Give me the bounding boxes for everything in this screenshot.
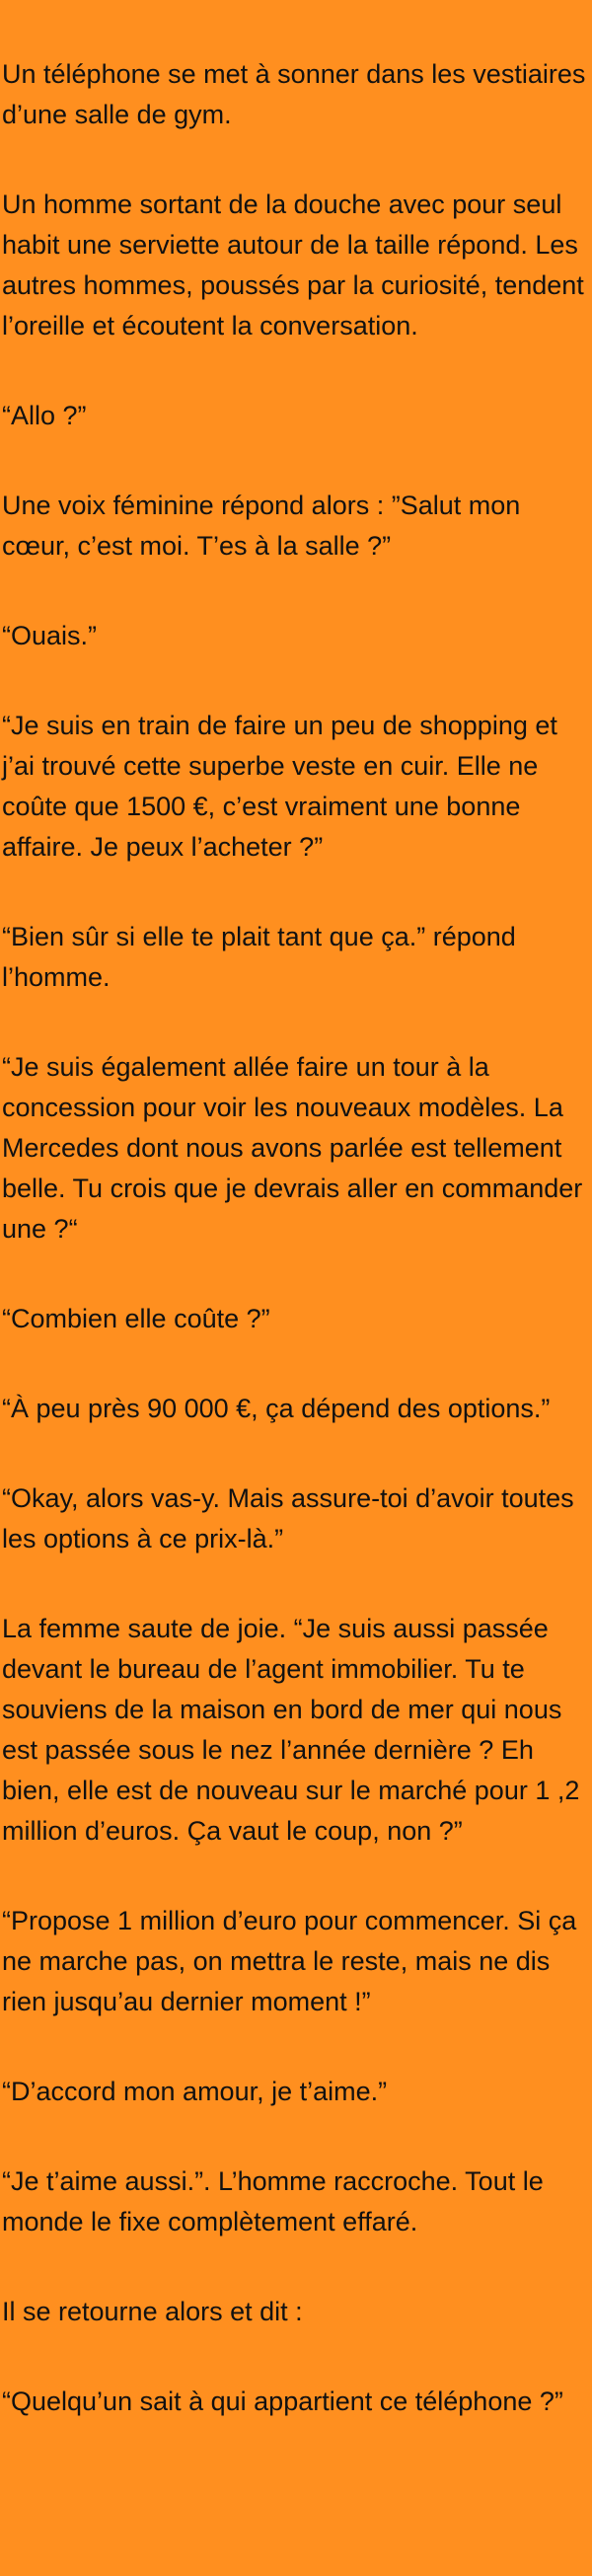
paragraph-ouais: “Ouais.” [2, 621, 98, 650]
paragraph-mercedes: “Je suis également allée faire un tour à la concession pour voir les nouveaux modèles. La Mercedes dont nous avons parlée est tellement belle. Tu crois que je devrais aller en commander une ?“ [2, 1052, 583, 1244]
paragraph-house: La femme saute de joie. “Je suis aussi passée devant le bureau de l’agent immobilier. Tu te souviens de la maison en bord de mer qui nous est passée sous le nez l’année dernière ? Eh bien, elle est de nouveau sur le marché pour 1 ,2 million d’euros. Ça vaut le coup, non ?” [2, 1614, 580, 1846]
paragraph-bien-sur: “Bien sûr si elle te plait tant que ça.” répond l’homme. [2, 922, 516, 992]
paragraph-punchline: “Quelqu’un sait à qui appartient ce téléphone ?” [2, 2387, 563, 2416]
paragraph-combien: “Combien elle coûte ?” [2, 1304, 270, 1333]
paragraph-female-voice: Une voix féminine répond alors : ”Salut mon cœur, c’est moi. T’es à la salle ?” [2, 491, 521, 561]
paragraph-turns-around: Il se retourne alors et dit : [2, 2297, 303, 2326]
paragraph-okay: “Okay, alors vas-y. Mais assure-toi d’avoir toutes les options à ce prix-là.” [2, 1483, 574, 1553]
paragraph-intro: Un téléphone se met à sonner dans les vestiaires d’une salle de gym. [2, 59, 586, 129]
paragraph-hangs-up: “Je t’aime aussi.”. L’homme raccroche. Tout le monde le fixe complètement effaré. [2, 2166, 544, 2236]
paragraph-propose: “Propose 1 million d’euro pour commencer. Si ça ne marche pas, on mettra le reste, mais ne dis rien jusqu’au dernier moment !” [2, 1906, 577, 2016]
paragraph-price: “À peu près 90 000 €, ça dépend des options.” [2, 1394, 551, 1423]
paragraph-man-answers: Un homme sortant de la douche avec pour seul habit une serviette autour de la taille répond. Les autres hommes, poussés par la curiosité, tendent l’oreille et écoutent la conversation. [2, 189, 584, 341]
paragraph-leather-jacket: “Je suis en train de faire un peu de shopping et j’ai trouvé cette superbe veste en cuir. Elle ne coûte que 1500 €, c’est vraiment une bonne affaire. Je peux l’acheter ?” [2, 711, 557, 862]
paragraph-daccord: “D’accord mon amour, je t’aime.” [2, 2077, 388, 2106]
paragraph-allo: “Allo ?” [2, 401, 87, 430]
